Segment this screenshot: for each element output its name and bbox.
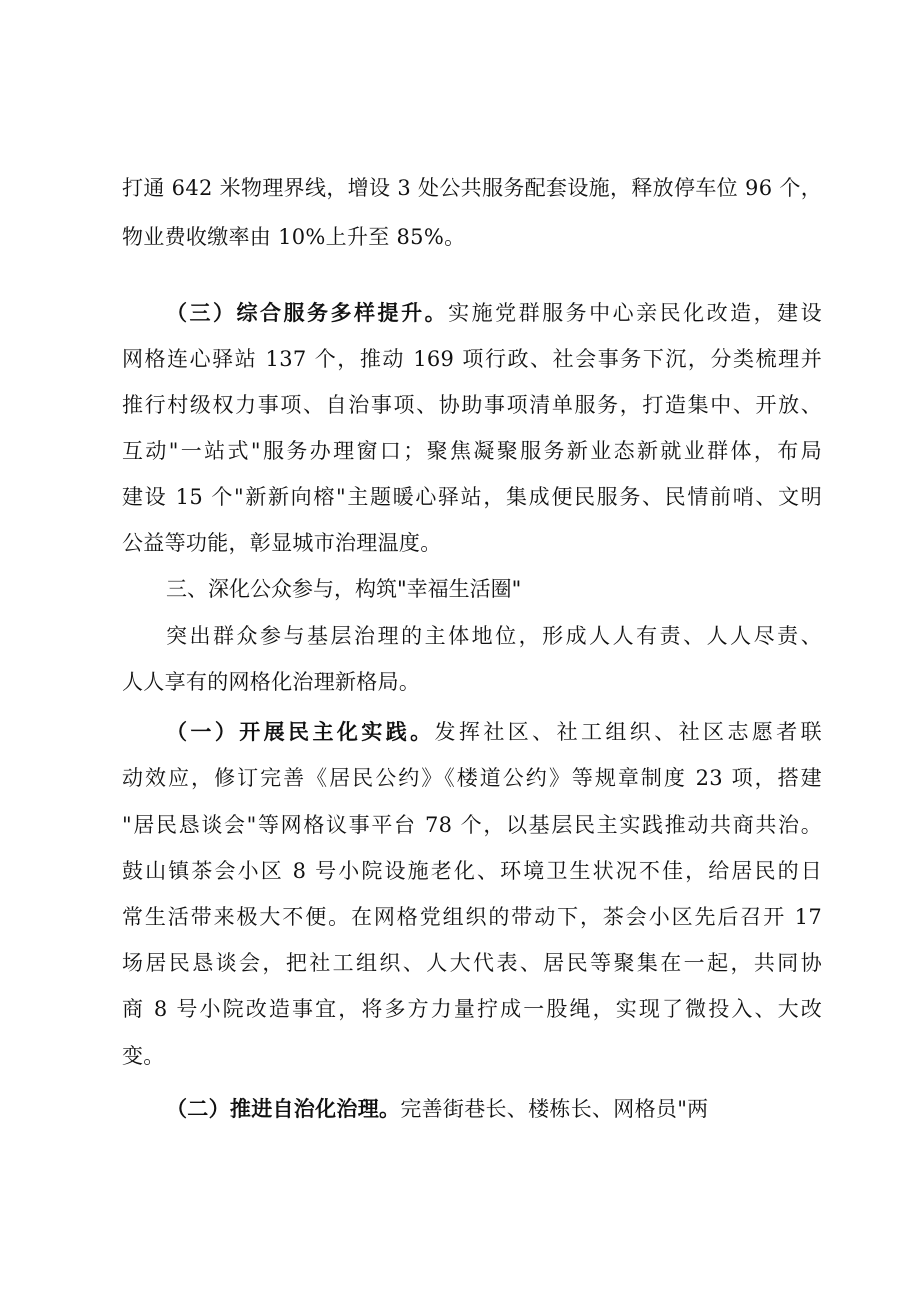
- paragraph-line: 人人享有的网格化治理新格局。: [122, 670, 421, 694]
- paragraph-line: [166, 298, 822, 328]
- paragraph-line: [166, 1094, 822, 1124]
- subheading-lead: （二）推进自治化治理。: [166, 1097, 401, 1121]
- paragraph-line: 打通 642 米物理界线，增设 3 处公共服务配套设施，释放停车位 96 个，: [122, 176, 822, 200]
- paragraph-text: 实施党群服务中心亲民化改造，建设: [448, 301, 822, 325]
- paragraph-line: "居民恳谈会"等网格议事平台 78 个，以基层民主实践推动共商共治。: [122, 813, 822, 837]
- paragraph-line: 突出群众参与基层治理的主体地位，形成人人有责、人人尽责、: [166, 624, 822, 648]
- paragraph-line: 商 8 号小院改造事宜，将多方力量拧成一股绳，实现了微投入、大改: [122, 997, 822, 1021]
- section-heading: 三、深化公众参与，构筑"幸福生活圈": [166, 577, 522, 601]
- subheading-lead: （一）开展民主化实践。: [166, 720, 435, 744]
- paragraph-line: 网格连心驿站 137 个，推动 169 项行政、社会事务下沉，分类梳理并: [122, 347, 822, 371]
- paragraph-line: 互动"一站式"服务办理窗口；聚焦凝聚服务新业态新就业群体，布局: [122, 439, 822, 463]
- paragraph-line: 建设 15 个"新新向榕"主题暖心驿站，集成便民服务、民情前哨、文明: [122, 485, 822, 509]
- paragraph-line: 场居民恳谈会，把社工组织、人大代表、居民等聚集在一起，共同协: [122, 951, 822, 975]
- paragraph-line: 推行村级权力事项、自治事项、协助事项清单服务，打造集中、开放、: [122, 393, 822, 417]
- paragraph-line: 鼓山镇茶会小区 8 号小院设施老化、环境卫生状况不佳，给居民的日: [122, 859, 822, 883]
- subheading-lead: （三）综合服务多样提升。: [166, 301, 449, 325]
- paragraph-line: 公益等功能，彰显城市治理温度。: [122, 531, 442, 555]
- paragraph-text: 完善街巷长、楼栋长、网格员"两: [400, 1097, 709, 1121]
- paragraph-line: 物业费收缴率由 10%上升至 85%。: [122, 225, 466, 249]
- paragraph-line: 动效应，修订完善《居民公约》《楼道公约》等规章制度 23 项，搭建: [122, 766, 822, 790]
- paragraph-line: 变。: [122, 1044, 165, 1068]
- paragraph-line: [166, 717, 822, 747]
- paragraph-text: 发挥社区、社工组织、社区志愿者联: [434, 720, 822, 744]
- paragraph-line: 常生活带来极大不便。在网格党组织的带动下，茶会小区先后召开 17: [122, 905, 822, 929]
